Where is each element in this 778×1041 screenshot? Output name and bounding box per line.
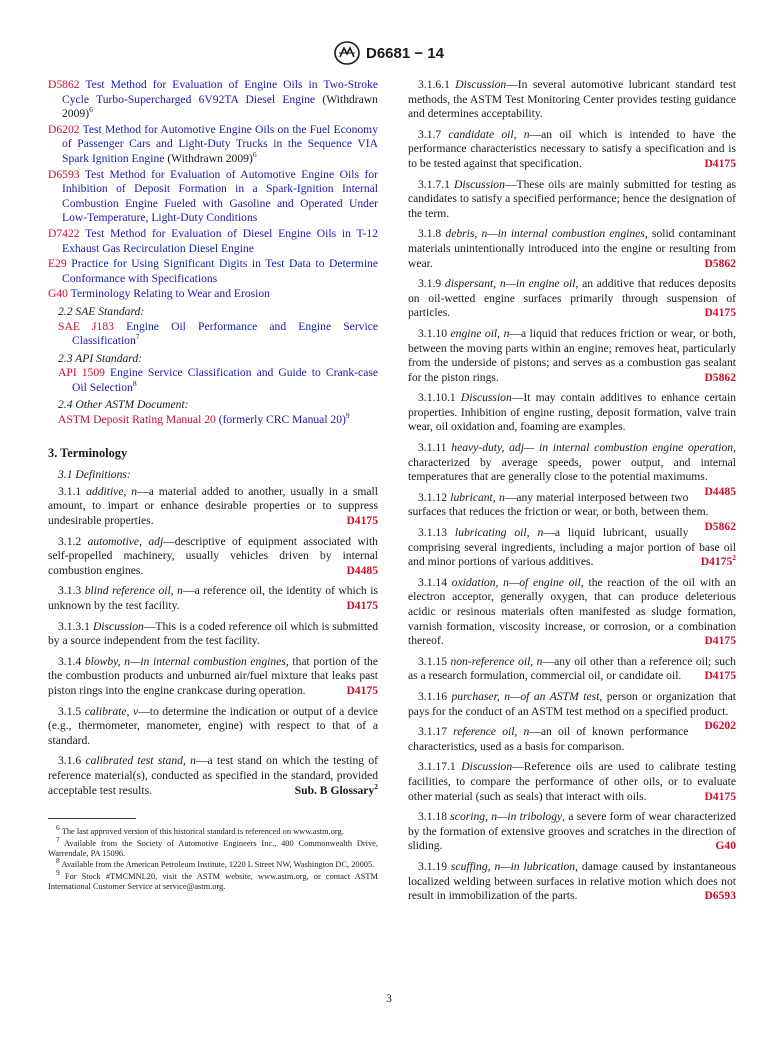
definition-number: 3.1.3.1 <box>58 619 90 633</box>
definition-body: , an additive that reduces deposits on oil-wetted engine surfaces primarily through suspension of particles. <box>408 277 736 320</box>
definition-term: scuffing, n—in lubrication <box>450 859 576 873</box>
definition-item <box>48 705 378 749</box>
footnote-divider <box>48 818 136 819</box>
definition-term: reference oil, n <box>453 725 530 739</box>
definition-number: 3.1.19 <box>418 859 447 873</box>
definition-body: —descriptive of equipment associated with self-propelled machinery, usually vehicles driven by internal combustion engines. <box>48 534 378 577</box>
definition-body: —any material interposed between two surfaces that reduces the friction or wear, or both, between them. <box>408 490 709 519</box>
definition-term: candidate oil, n <box>448 127 530 141</box>
definition-item <box>48 584 378 613</box>
definition-item <box>408 128 736 172</box>
definition-number: 3.1.9 <box>418 277 442 291</box>
sae-heading: 2.2 SAE Standard: <box>58 304 145 318</box>
ref-title[interactable]: (formerly CRC Manual 20) <box>218 413 346 427</box>
footnote-item <box>48 867 378 893</box>
definition-term: Discussion <box>92 619 144 633</box>
footnote-mark: 6 <box>89 105 93 115</box>
ref-title[interactable]: Terminology Relating to Wear and Erosion <box>70 287 270 301</box>
definition-item <box>408 526 736 570</box>
definition-term: heavy-duty, adj— in internal combustion engine operation <box>451 441 734 455</box>
definition-body: —a test stand on which the testing of reference material(s), conducted as specified in the standard, provided acceptable test results. <box>48 754 378 797</box>
other-heading: 2.4 Other ASTM Document: <box>58 398 189 412</box>
definition-term: engine oil, n <box>450 326 510 340</box>
definition-source[interactable]: D4175$^2$ <box>700 553 736 569</box>
ref-code[interactable]: ASTM Deposit Rating Manual 20 <box>58 413 216 427</box>
definition-source[interactable]: D5862 <box>704 520 736 534</box>
right-column <box>408 78 736 910</box>
definition-body: —It may contain additives to enhance certain properties. Inhibition of engine rusting, deposit formation, valve train wear, oil oxidation and, foaming are examples. <box>408 391 736 434</box>
definition-item <box>408 725 736 754</box>
definition-number: 3.1.2 <box>58 534 82 548</box>
definition-body: , characterized by average speeds, power output, and internal temperatures that are generally close to the potential maximums. <box>408 441 736 484</box>
definition-term: lubricant, n <box>450 490 505 504</box>
definition-number: 3.1.17 <box>418 725 447 739</box>
definition-term: scoring, n—in tribology <box>450 810 563 824</box>
definition-body: , solid contaminant materials unintentionally introduced into the engine or resulting from wear. <box>408 227 736 270</box>
footnotes <box>48 823 378 892</box>
definition-body: —a reference oil, the identity of which is unknown by the test facility. <box>48 584 378 612</box>
definition-term: automotive, adj <box>87 534 164 548</box>
ref-code[interactable]: D6202 <box>48 122 80 136</box>
definition-item <box>408 227 736 271</box>
definition-body: , person or organization that pays for the conduct of an ASTM test method on a specified product. <box>408 689 736 718</box>
footnote-text: For Stock #TMCMNL20, visit the ASTM website, www.astm.org, or contact ASTM International Customer Service at service@astm.org. <box>48 871 378 892</box>
definition-number: 3.1.10.1 <box>418 391 456 405</box>
ref-title[interactable]: Test Method for Automotive Engine Oils on the Fuel Economy of Passenger Cars and Light-Duty Trucks in the Sequence VIA Spark Ignition Engine <box>62 122 378 165</box>
ref-code[interactable]: D7422 <box>48 226 80 240</box>
footnote-text: Available from the Society of Automotive Engineers Inc., 400 Commonwealth Drive, Warrendale, PA 15096. <box>48 838 378 858</box>
definition-term: Discussion <box>461 760 513 774</box>
definition-source[interactable]: D4175 <box>704 634 736 648</box>
footnote-mark: 2 <box>732 553 736 563</box>
definition-number: 3.1.7 <box>418 127 442 141</box>
definition-body: —a liquid lubricant, usually comprising several ingredients, including a major portion of base oil and minor portions of various additives. <box>408 526 736 569</box>
footnote-item <box>48 834 378 860</box>
definition-term: blowby, n—in internal combustion engines <box>84 654 286 668</box>
other-reference <box>58 413 378 428</box>
ref-code[interactable]: D5862 <box>48 78 80 91</box>
definition-item <box>48 485 378 529</box>
definition-number: 3.1.6.1 <box>418 78 450 91</box>
footnote-number: 7 <box>56 834 60 844</box>
definition-body: —any oil other than a reference oil; such as a research formulation, commercial oil, or candidate oil. <box>408 654 736 683</box>
definition-term: calibrate, v <box>84 704 139 718</box>
definition-item <box>408 78 736 122</box>
definition-source[interactable]: D4175 <box>704 156 736 170</box>
definition-item <box>408 810 736 854</box>
definition-number: 3.1.11 <box>418 441 447 455</box>
definition-item <box>408 760 736 804</box>
definition-source[interactable]: D4175 <box>346 514 378 528</box>
definition-term: Discussion <box>454 177 505 191</box>
definition-number: 3.1.4 <box>58 654 82 668</box>
definition-number: 3.1.16 <box>418 689 447 703</box>
definition-source[interactable]: D4175 <box>704 789 736 803</box>
astm-logo-icon <box>334 41 360 65</box>
reference-item <box>48 78 378 122</box>
definition-term: additive, n <box>86 484 138 498</box>
page-header <box>0 38 778 68</box>
definition-body: —Reference oils are used to calibrate testing facilities, to compare the performance of other oils, or to evaluate other material (such as seals) that interact with oils. <box>408 760 736 803</box>
definition-number: 3.1.17.1 <box>418 760 456 774</box>
definition-item <box>48 754 378 798</box>
ref-title[interactable]: Engine Oil Performance and Engine Service Classification <box>72 319 378 348</box>
section-title: 3. Terminology <box>48 445 128 460</box>
definition-term: oxidation, n—of engine oil <box>451 575 581 589</box>
definition-term: dispersant, n—in engine oil <box>444 277 576 291</box>
footnote-mark: 2 <box>374 781 378 791</box>
definition-term: calibrated test stand, n <box>85 754 196 768</box>
definition-body: , a severe form of wear characterized by the formation of extensive grooves and scratches in the direction of sliding. <box>408 810 737 853</box>
ref-code[interactable]: API 1509 <box>58 366 105 380</box>
definition-item <box>408 860 736 904</box>
definition-item <box>408 178 736 222</box>
definition-source[interactable]: D6593 <box>704 889 736 903</box>
definition-body: , that portion of the the combustion products and unburned air/fuel mixture that leaks past piston rings into the engine crankcase during operation. <box>48 654 378 697</box>
footnote-number: 6 <box>56 823 60 833</box>
ref-code[interactable]: E29 <box>48 257 67 271</box>
definition-number: 3.1.7.1 <box>418 177 450 191</box>
right-definitions <box>408 78 736 904</box>
definition-term: blind reference oil, n <box>84 584 183 598</box>
ref-title[interactable]: Test Method for Evaluation of Engine Oils in Two-Stroke Cycle Turbo-Supercharged 6V92TA Diesel Engine <box>62 78 378 106</box>
definition-source[interactable]: D6202 <box>704 719 736 733</box>
definition-item <box>48 535 378 579</box>
ref-title[interactable]: Test Method for Evaluation of Automotive Engine Oils for Inhibition of Deposit Formation in a Spark-Ignition Internal Combustion Engine Fueled with Gasoline and Operated Under Low-Temperature, Light-Duty Conditions <box>62 167 378 225</box>
ref-status: (Withdrawn 2009) <box>167 151 253 165</box>
definition-term: Discussion <box>460 391 512 405</box>
definitions-heading: 3.1 Definitions: <box>58 468 131 482</box>
definition-term: non-reference oil, n <box>450 654 543 668</box>
reference-item <box>48 257 378 286</box>
definition-source[interactable]: D5862 <box>704 370 736 384</box>
definition-number: 3.1.6 <box>58 754 82 768</box>
footnote-text: Available from the American Petroleum Institute, 1220 L Street NW, Washington DC, 20005. <box>61 860 375 870</box>
definition-source[interactable]: G40 <box>715 839 736 853</box>
definition-item <box>48 655 378 699</box>
definition-number: 3.1.14 <box>418 575 447 589</box>
definition-body: —a liquid that reduces friction or wear, or both, between the moving parts within an engine; removes heat, particularly from the underside of pistons; and serves as a combustion gas sealant for the piston rings. <box>408 326 736 384</box>
definition-body: —a material added to another, usually in a small amount, to impart or enhance desirable properties or to suppress undesirable properties. <box>48 484 378 528</box>
definition-item <box>408 391 736 435</box>
referenced-documents-list <box>48 78 378 302</box>
api-reference <box>58 366 378 395</box>
definition-item <box>408 327 736 385</box>
definition-item <box>408 655 736 684</box>
definition-number: 3.1.12 <box>418 490 447 504</box>
definition-body: —an oil which is intended to have the performance characteristics necessary to satisfy a specification and is to be tested against that specification. <box>408 127 736 170</box>
definition-body: —to determine the indication or output of a device (e.g., thermometer, manometer, engine) with respect to that of a standard. <box>48 704 378 747</box>
footnote-mark: 6 <box>252 150 257 160</box>
sae-reference <box>58 320 378 349</box>
definition-term: Discussion <box>455 78 507 91</box>
footnote-item <box>48 823 378 837</box>
definition-body: —an oil of known performance characteristics, used as a basis for comparison. <box>408 725 689 753</box>
definition-body: —This is a coded reference oil which is submitted by a source independent from the test facility. <box>48 619 378 648</box>
definition-source[interactable]: D4485 <box>346 563 378 577</box>
definition-item <box>48 620 378 649</box>
definition-number: 3.1.13 <box>418 526 447 540</box>
definition-number: 3.1.15 <box>418 654 447 668</box>
ref-title[interactable]: Test Method for Evaluation of Diesel Engine Oils in T-12 Exhaust Gas Recirculation Diesel Engine <box>62 226 378 255</box>
footnote-number: 8 <box>56 856 60 866</box>
definition-source[interactable]: D4175 <box>346 599 378 612</box>
footnote-text: The last approved version of this historical standard is referenced on www.astm.org. <box>61 827 344 837</box>
definition-source[interactable]: D5862 <box>704 256 736 270</box>
reference-item <box>48 287 378 302</box>
definition-term: debris, n—in internal combustion engines <box>445 227 645 241</box>
definition-source[interactable]: D4175 <box>346 683 378 697</box>
definition-number: 3.1.10 <box>418 326 447 340</box>
definition-number: 3.1.5 <box>58 704 82 718</box>
definition-number: 3.1.8 <box>418 227 442 241</box>
definition-body: —In several automotive lubricant standard test methods, the ASTM Test Monitoring Center provides testing guidance and determines acceptability. <box>408 78 736 121</box>
definition-body: , damage caused by instantaneous localized welding between surfaces in relative motion which does not result in immobilization of the parts. <box>408 859 736 903</box>
definition-source[interactable]: Sub. B Glossary$^2$ <box>294 781 378 797</box>
left-definitions <box>48 485 378 798</box>
definition-source[interactable]: D4175 <box>704 669 736 683</box>
reference-item <box>48 123 378 167</box>
api-heading: 2.3 API Standard: <box>58 351 143 365</box>
definition-item <box>408 576 736 649</box>
ref-code[interactable]: SAE J183 <box>58 319 114 333</box>
definition-number: 3.1.3 <box>58 584 82 598</box>
footnote-mark: 8 <box>132 379 137 389</box>
definition-source[interactable]: D4485 <box>704 484 736 498</box>
definition-source[interactable]: D4175 <box>704 306 736 320</box>
ref-code[interactable]: D6593 <box>48 167 80 181</box>
ref-code[interactable]: G40 <box>48 287 68 301</box>
definition-number: 3.1.1 <box>58 484 82 498</box>
ref-title[interactable]: Practice for Using Significant Digits in Test Data to Determine Conformance with Specifications <box>62 257 378 285</box>
definition-number: 3.1.18 <box>418 810 447 824</box>
standard-designation: D6681 − 14 <box>366 44 444 62</box>
left-column <box>48 78 378 894</box>
definition-body: —These oils are mainly submitted for testing as candidates to satisfy a specified performance; hence the designation of the term. <box>408 177 736 220</box>
footnote-mark: 9 <box>345 411 350 421</box>
page-number: 3 <box>386 992 392 1005</box>
footnote-mark: 7 <box>135 332 140 342</box>
ref-title[interactable]: Engine Service Classification and Guide to Crank-case Oil Selection <box>72 366 378 394</box>
reference-item <box>48 227 378 256</box>
definition-body: , the reaction of the oil with an electron acceptor, generally oxygen, that can produce deleterious acidic or resinous materials often manifested as sludge formation, varnish formation, viscosity increase, or corrosion, or a combination thereof. <box>408 575 736 648</box>
definition-term: purchaser, n—of an ASTM test <box>451 689 600 703</box>
reference-item <box>48 168 378 226</box>
footnote-number: 9 <box>56 867 60 877</box>
definition-item <box>408 277 736 321</box>
footnote-item <box>48 856 378 870</box>
definition-term: lubricating oil, n <box>454 526 544 540</box>
ref-status: (Withdrawn 2009) <box>62 92 378 121</box>
